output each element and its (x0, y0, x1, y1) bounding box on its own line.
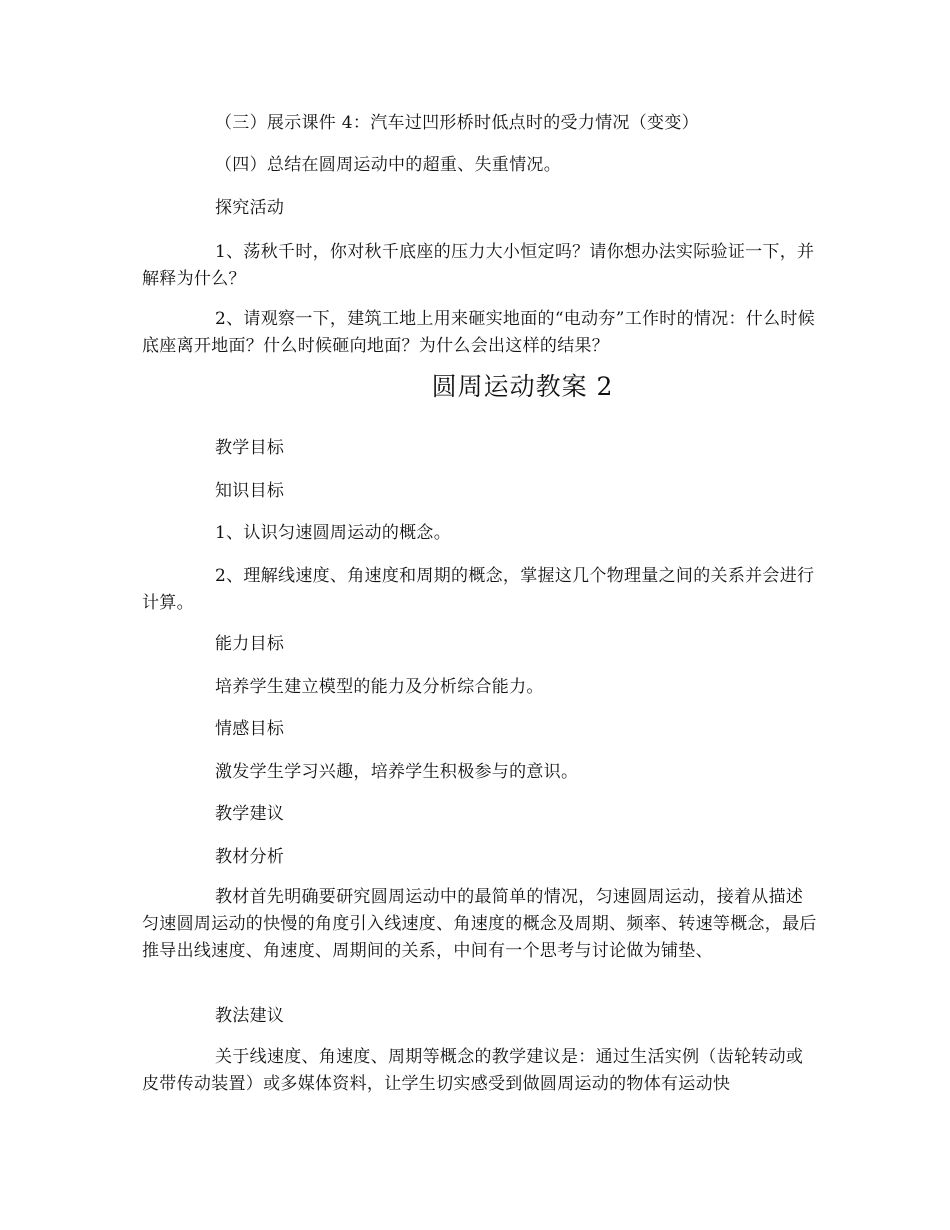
heading-ability-goals: 能力目标 (215, 634, 285, 654)
paragraph-goal-1: 1、认识匀速圆周运动的概念。 (215, 523, 452, 543)
paragraph-activity-1: 1、荡秋千时，你对秋千底座的压力大小恒定吗？请你想办法实际验证一下，并解释为什么？ (142, 242, 815, 289)
paragraph-goal-2: 2、理解线速度、角速度和周期的概念，掌握这几个物理量之间的关系并会进行计算。 (142, 566, 815, 613)
document-title: 圆周运动教案 2 (431, 372, 614, 401)
paragraph-summary: （四）总结在圆周运动中的超重、失重情况。 (215, 155, 561, 175)
paragraph-emotion: 激发学生学习兴趣，培养学生积极参与的意识。 (215, 762, 579, 782)
paragraph-courseware-4: （三）展示课件 4：汽车过凹形桥时低点时的受力情况（变变） (215, 113, 699, 133)
paragraph-ability: 培养学生建立模型的能力及分析综合能力。 (215, 677, 544, 697)
heading-inquiry-activity: 探究活动 (215, 198, 285, 218)
heading-knowledge-goals: 知识目标 (215, 481, 285, 501)
paragraph-method-suggestions: 关于线速度、角速度、周期等概念的教学建议是：通过生活实例（齿轮转动或皮带传动装置）或多媒体资料，让学生切实感受到做圆周运动的物体有运动快 (142, 1047, 804, 1094)
heading-method-suggestions: 教法建议 (215, 1006, 285, 1026)
heading-teaching-goals: 教学目标 (215, 438, 285, 458)
heading-teaching-suggestions: 教学建议 (215, 804, 285, 824)
paragraph-activity-2: 2、请观察一下，建筑工地上用来砸实地面的“电动夯”工作时的情况：什么时候底座离开地面？什么时候砸向地面？为什么会出这样的结果？ (142, 309, 815, 356)
heading-textbook-analysis: 教材分析 (215, 847, 285, 867)
heading-emotion-goals: 情感目标 (215, 719, 285, 739)
paragraph-textbook-analysis: 教材首先明确要研究圆周运动中的最简单的情况，匀速圆周运动，接着从描述匀速圆周运动的快慢的角度引入线速度、角速度的概念及周期、频率、转速等概念，最后推导出线速度、角速度、周期间的关系，中间有一个思考与讨论做为铺垫、 (142, 887, 817, 961)
